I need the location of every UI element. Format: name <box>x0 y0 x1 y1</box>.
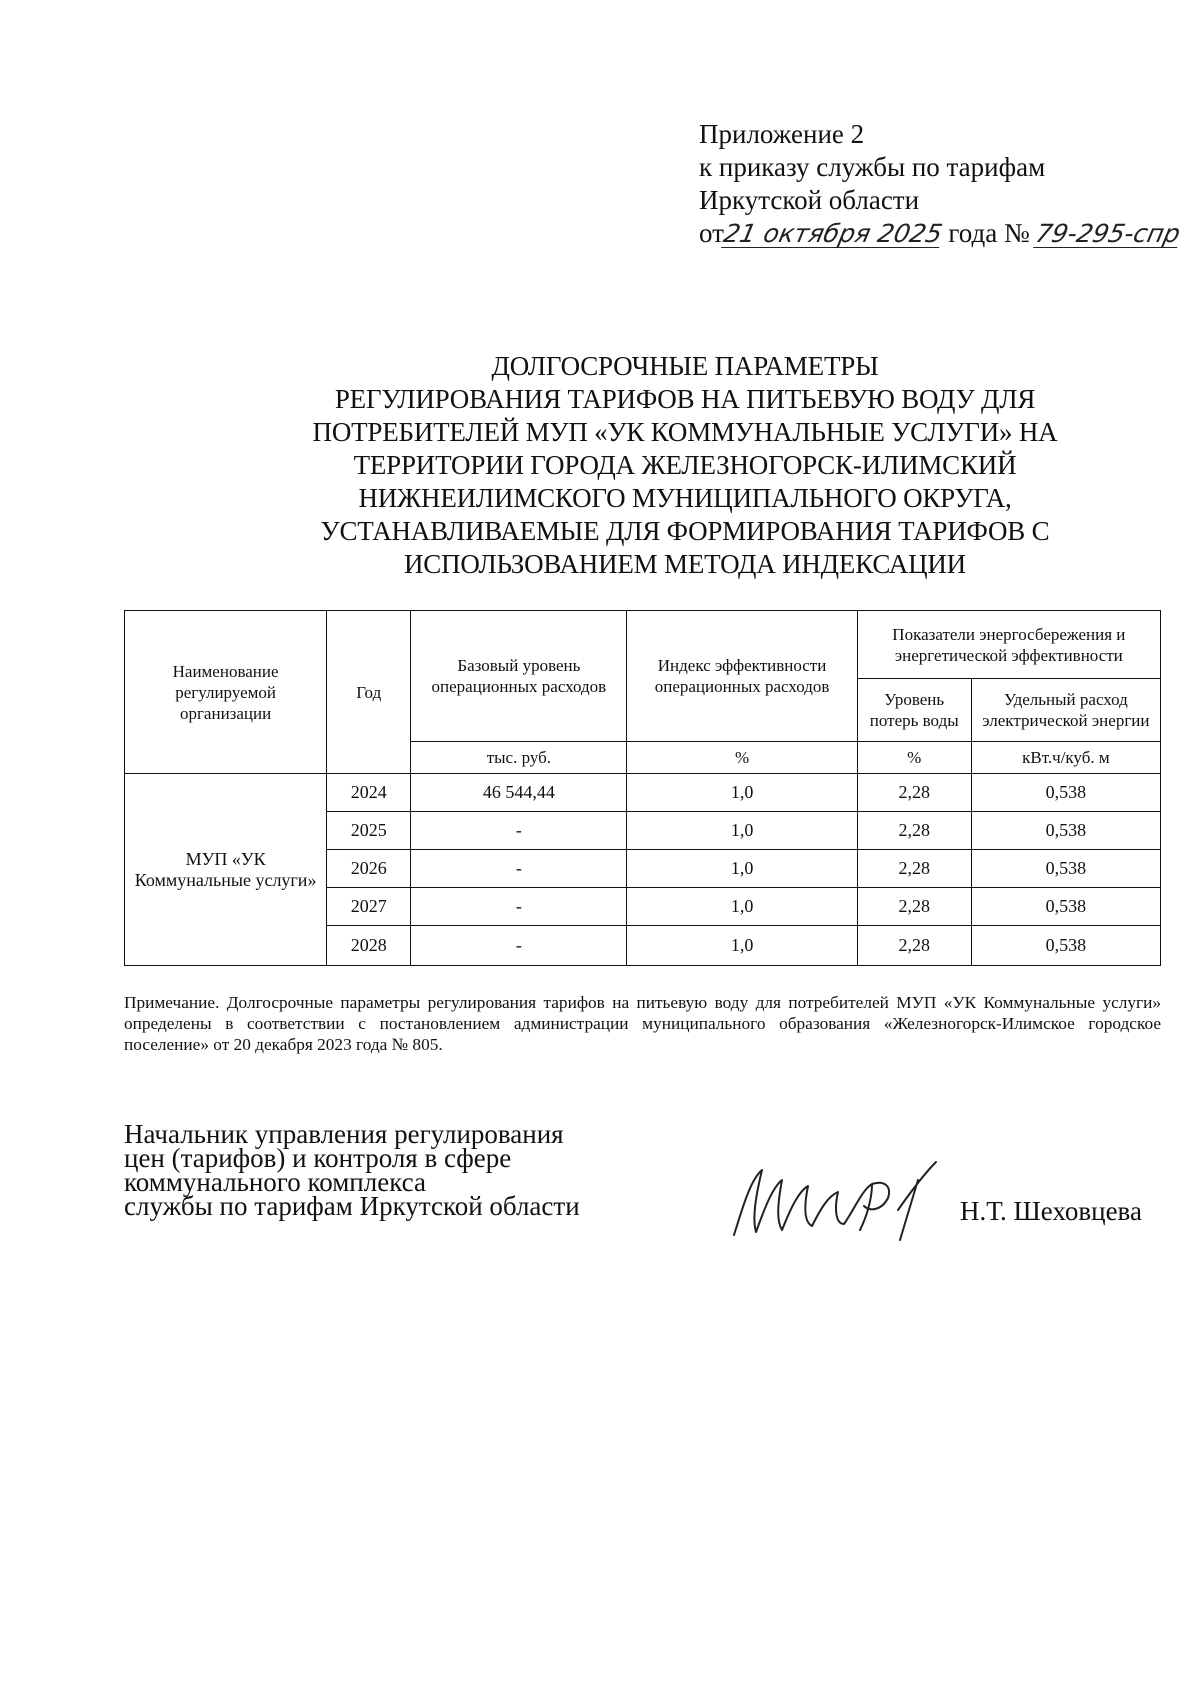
attachment-block <box>699 118 1184 250</box>
title-line: ИСПОЛЬЗОВАНИЕМ МЕТОДА ИНДЕКСАЦИИ <box>404 549 966 579</box>
title-line: ДОЛГОСРОЧНЫЕ ПАРАМЕТРЫ <box>491 351 879 381</box>
header-base-level: Базовый уровень операционных расходов <box>411 611 627 742</box>
header-org: Наименование регулируемой организации <box>125 611 327 774</box>
header-energy-group: Показатели энергосбережения и энергетической эффективности <box>857 611 1160 679</box>
header-electricity: Удельный расход электрической энергии <box>971 679 1160 742</box>
signer-position <box>124 1119 644 1221</box>
title-line: УСТАНАВЛИВАЕМЫЕ ДЛЯ ФОРМИРОВАНИЯ ТАРИФОВ С <box>320 516 1050 546</box>
cell-elec: 0,538 <box>971 888 1160 926</box>
cell-elec: 0,538 <box>971 850 1160 888</box>
handwritten-signature <box>722 1140 942 1250</box>
unit-efficiency-index: % <box>627 742 857 774</box>
cell-base: - <box>411 850 627 888</box>
cell-elec: 0,538 <box>971 812 1160 850</box>
signer-line: цен (тарифов) и контроля в сфере <box>124 1143 512 1173</box>
date-prefix: от <box>699 218 724 248</box>
cell-year: 2024 <box>327 774 411 812</box>
handwritten-order-number: 79-295-спр <box>1033 219 1184 248</box>
title-line: ТЕРРИТОРИИ ГОРОДА ЖЕЛЕЗНОГОРСК-ИЛИМСКИЙ <box>353 450 1017 480</box>
cell-index: 1,0 <box>627 850 857 888</box>
header-year: Год <box>327 611 411 774</box>
cell-index: 1,0 <box>627 812 857 850</box>
cell-base: - <box>411 926 627 966</box>
cell-loss: 2,28 <box>857 850 971 888</box>
unit-electricity: кВт.ч/куб. м <box>971 742 1160 774</box>
header-water-loss: Уровень потерь воды <box>857 679 971 742</box>
organization-cell: МУП «УК Коммунальные услуги» <box>125 774 327 966</box>
cell-index: 1,0 <box>627 774 857 812</box>
handwritten-date: 21 октября 2025 <box>721 219 945 248</box>
attachment-line-3: Иркутской области <box>699 185 920 215</box>
table-row <box>125 774 1161 812</box>
cell-year: 2026 <box>327 850 411 888</box>
year-word: года № <box>948 218 1030 248</box>
cell-base: 46 544,44 <box>411 774 627 812</box>
cell-index: 1,0 <box>627 926 857 966</box>
cell-elec: 0,538 <box>971 774 1160 812</box>
cell-loss: 2,28 <box>857 888 971 926</box>
document-title <box>270 350 1100 581</box>
cell-base: - <box>411 812 627 850</box>
signer-line: службы по тарифам Иркутской области <box>124 1191 580 1221</box>
title-line: НИЖНЕИЛИМСКОГО МУНИЦИПАЛЬНОГО ОКРУГА, <box>358 483 1012 513</box>
attachment-line-1: Приложение 2 <box>699 119 865 149</box>
unit-water-loss: % <box>857 742 971 774</box>
attachment-date-line <box>699 217 1184 250</box>
attachment-line-2: к приказу службы по тарифам <box>699 152 1046 182</box>
cell-year: 2027 <box>327 888 411 926</box>
cell-elec: 0,538 <box>971 926 1160 966</box>
title-line: РЕГУЛИРОВАНИЯ ТАРИФОВ НА ПИТЬЕВУЮ ВОДУ ДЛЯ <box>334 384 1036 414</box>
signer-line: Начальник управления регулирования <box>124 1119 564 1149</box>
table-header-row <box>125 611 1161 679</box>
unit-base-level: тыс. руб. <box>411 742 627 774</box>
cell-index: 1,0 <box>627 888 857 926</box>
header-efficiency-index: Индекс эффективности операционных расходов <box>627 611 857 742</box>
cell-year: 2025 <box>327 812 411 850</box>
cell-loss: 2,28 <box>857 926 971 966</box>
title-line: ПОТРЕБИТЕЛЕЙ МУП «УК КОММУНАЛЬНЫЕ УСЛУГИ» НА <box>312 417 1058 447</box>
table-note: Примечание. Долгосрочные параметры регулирования тарифов на питьевую воду для потребителей МУП «УК Коммунальные услуги» определены в соответствии с постановлением администрации муниципального образования «Железногорск-Илимское городское поселение» от 20 декабря 2023 года № 805. <box>124 993 1161 1054</box>
parameters-table <box>124 610 1161 966</box>
cell-base: - <box>411 888 627 926</box>
signer-name: Н.Т. Шеховцева <box>960 1196 1142 1226</box>
signer-line: коммунального комплекса <box>124 1167 426 1197</box>
cell-loss: 2,28 <box>857 812 971 850</box>
cell-year: 2028 <box>327 926 411 966</box>
cell-loss: 2,28 <box>857 774 971 812</box>
